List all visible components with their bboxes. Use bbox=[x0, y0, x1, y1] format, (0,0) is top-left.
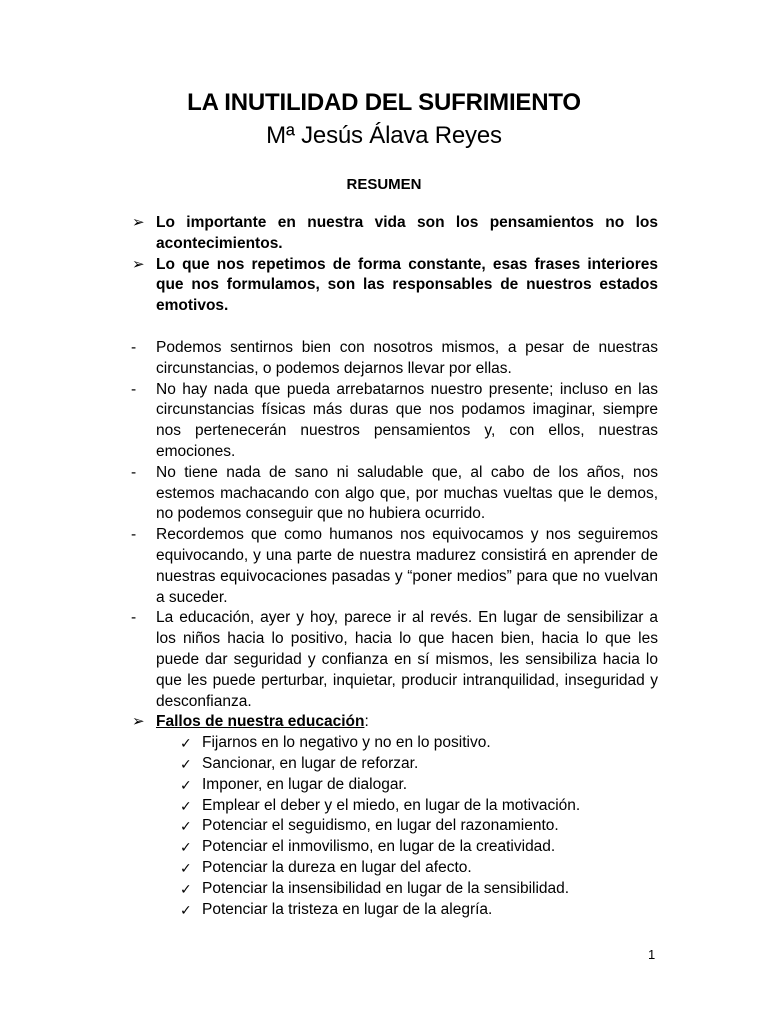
paragraph-text: La educación, ayer y hoy, parece ir al revés. En lugar de sensibilizar a los niños hacia lo positivo, hacia lo que hacen bien, hacia lo que les puede dar seguridad y confianza en sí mismos, les sensibiliza hacia lo que les puede perturbar, inquietar, producir intranquilidad, inseguridad y desconfianza. bbox=[156, 609, 658, 710]
key-point-text: Lo que nos repetimos de forma constante, esas frases interiores que nos formulamos, son las responsables de nuestros estados emotivos. bbox=[156, 255, 658, 315]
list-item-text: Sancionar, en lugar de reforzar. bbox=[202, 754, 419, 772]
list-item bbox=[130, 900, 658, 921]
key-point-text: Lo importante en nuestra vida son los pensamientos no los acontecimientos. bbox=[156, 214, 658, 252]
checkmark-icon: ✓ bbox=[180, 818, 192, 835]
list-item bbox=[130, 816, 658, 837]
checkmark-icon: ✓ bbox=[180, 901, 192, 918]
list-item bbox=[130, 796, 658, 817]
paragraph-text: Podemos sentirnos bien con nosotros mismos, a pesar de nuestras circunstancias, o podemos dejarnos llevar por ellas. bbox=[156, 338, 658, 377]
dash-bullet: - bbox=[131, 380, 137, 398]
dash-bullet: - bbox=[131, 526, 137, 544]
summary-paragraph bbox=[130, 525, 658, 608]
summary-paragraph bbox=[130, 463, 658, 525]
paragraph-text: Recordemos que como humanos nos equivocamos y nos seguiremos equivocando, y una parte de nuestra madurez consistirá en aprender de nuestras equivocaciones pasadas y “poner medios” para que no vuelvan a suceder. bbox=[156, 526, 658, 606]
paragraph-text: No hay nada que pueda arrebatarnos nuestro presente; incluso en las circunstancias físicas más duras que nos podamos imaginar, siempre nos pertenecerán nuestros pensamientos y, con ellos, nuestras emociones. bbox=[156, 380, 658, 460]
fallos-list bbox=[130, 733, 658, 920]
list-item-text: Imponer, en lugar de dialogar. bbox=[202, 775, 408, 793]
list-item-text: Emplear el deber y el miedo, en lugar de la motivación. bbox=[202, 796, 581, 814]
list-item bbox=[130, 775, 658, 796]
page-number: 1 bbox=[648, 947, 656, 962]
arrow-bullet-icon: ➢ bbox=[132, 214, 145, 231]
checkmark-icon: ✓ bbox=[180, 776, 192, 793]
document-title: LA INUTILIDAD DEL SUFRIMIENTO bbox=[187, 89, 581, 116]
checkmark-icon: ✓ bbox=[180, 839, 192, 856]
dash-bullet: - bbox=[131, 463, 137, 481]
checkmark-icon: ✓ bbox=[180, 735, 192, 752]
document-body bbox=[130, 213, 658, 920]
list-item-text: Potenciar la tristeza en lugar de la alegría. bbox=[202, 900, 493, 918]
list-item-text: Fijarnos en lo negativo y no en lo positivo. bbox=[202, 734, 491, 752]
list-item bbox=[130, 754, 658, 775]
arrow-bullet-icon: ➢ bbox=[132, 713, 145, 731]
checkmark-icon: ✓ bbox=[180, 859, 192, 876]
checkmark-icon: ✓ bbox=[180, 880, 192, 897]
paragraph-text: No tiene nada de sano ni saludable que, al cabo de los años, nos estemos machacando con algo que, por muchas vueltas que le demos, no podemos conseguir que no hubiera ocurrido. bbox=[156, 463, 658, 523]
fallos-section bbox=[130, 712, 658, 733]
list-item bbox=[130, 858, 658, 879]
list-item bbox=[130, 733, 658, 754]
list-item-text: Potenciar la dureza en lugar del afecto. bbox=[202, 858, 472, 876]
fallos-colon: : bbox=[364, 713, 369, 731]
paragraph-spacer bbox=[130, 317, 658, 338]
list-item-text: Potenciar el seguidismo, en lugar del razonamiento. bbox=[202, 817, 559, 835]
key-point bbox=[130, 255, 658, 317]
list-item-text: Potenciar la insensibilidad en lugar de la sensibilidad. bbox=[202, 879, 570, 897]
list-item bbox=[130, 837, 658, 858]
document-author: Mª Jesús Álava Reyes bbox=[266, 122, 502, 149]
summary-paragraph bbox=[130, 338, 658, 380]
dash-bullet: - bbox=[131, 609, 137, 627]
arrow-bullet-icon: ➢ bbox=[132, 255, 145, 273]
section-heading: RESUMEN bbox=[346, 176, 422, 193]
fallos-heading: Fallos de nuestra educación bbox=[156, 713, 365, 731]
dash-bullet: - bbox=[131, 338, 137, 356]
checkmark-icon: ✓ bbox=[180, 797, 192, 814]
list-item bbox=[130, 879, 658, 900]
list-item-text: Potenciar el inmovilismo, en lugar de la creatividad. bbox=[202, 838, 556, 856]
checkmark-icon: ✓ bbox=[180, 755, 192, 772]
key-point bbox=[130, 213, 658, 255]
summary-paragraph bbox=[130, 608, 658, 712]
summary-paragraph bbox=[130, 380, 658, 463]
